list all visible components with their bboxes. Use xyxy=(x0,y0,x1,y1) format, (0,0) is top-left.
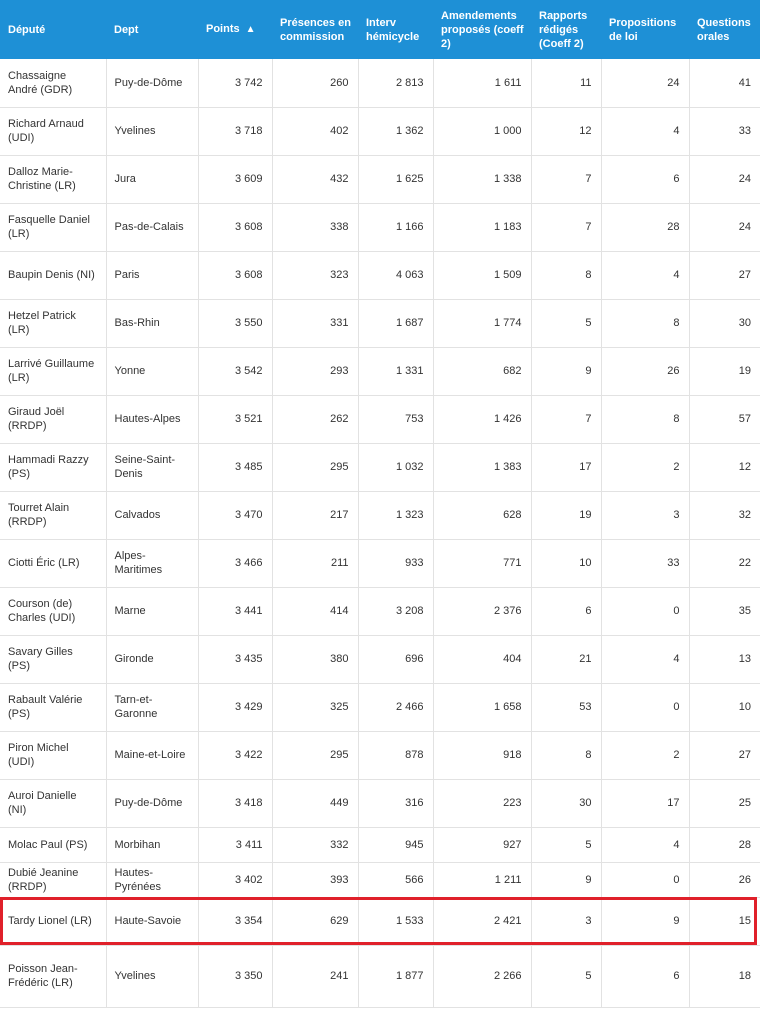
cell-dept: Yvelines xyxy=(106,945,198,1007)
cell-depute: Molac Paul (PS) xyxy=(0,827,106,862)
cell-amendements: 1 509 xyxy=(433,251,531,299)
cell-rapports: 21 xyxy=(531,635,601,683)
cell-dept: Puy-de-Dôme xyxy=(106,59,198,107)
cell-questions: 13 xyxy=(689,635,760,683)
cell-questions: 24 xyxy=(689,203,760,251)
table-row xyxy=(0,683,760,731)
table-row xyxy=(0,862,760,897)
cell-depute: Fasquelle Daniel (LR) xyxy=(0,203,106,251)
cell-amendements: 404 xyxy=(433,635,531,683)
cell-rapports: 3 xyxy=(531,897,601,945)
cell-dept: Tarn-et-Garonne xyxy=(106,683,198,731)
cell-amendements: 223 xyxy=(433,779,531,827)
cell-depute: Piron Michel (UDI) xyxy=(0,731,106,779)
cell-presences: 380 xyxy=(272,635,358,683)
cell-amendements: 628 xyxy=(433,491,531,539)
cell-depute: Baupin Denis (NI) xyxy=(0,251,106,299)
cell-interv: 1 533 xyxy=(358,897,433,945)
cell-dept: Puy-de-Dôme xyxy=(106,779,198,827)
cell-dept: Hautes-Pyrénées xyxy=(106,862,198,897)
column-header-rapports[interactable] xyxy=(531,0,601,59)
cell-presences: 217 xyxy=(272,491,358,539)
table-row xyxy=(0,203,760,251)
cell-depute: Chassaigne André (GDR) xyxy=(0,59,106,107)
table-row xyxy=(0,155,760,203)
header-label: Amendements proposés (coeff 2) xyxy=(441,9,524,50)
column-header-dept[interactable] xyxy=(106,0,198,59)
cell-points: 3 435 xyxy=(198,635,272,683)
cell-propositions: 6 xyxy=(601,155,689,203)
cell-presences: 260 xyxy=(272,59,358,107)
cell-points: 3 470 xyxy=(198,491,272,539)
cell-points: 3 402 xyxy=(198,862,272,897)
cell-rapports: 5 xyxy=(531,827,601,862)
column-header-propositions[interactable] xyxy=(601,0,689,59)
cell-propositions: 2 xyxy=(601,731,689,779)
sort-ascending-icon: ▲ xyxy=(245,24,256,35)
table-row xyxy=(0,587,760,635)
cell-propositions: 4 xyxy=(601,107,689,155)
cell-points: 3 422 xyxy=(198,731,272,779)
cell-points: 3 718 xyxy=(198,107,272,155)
cell-interv: 933 xyxy=(358,539,433,587)
table-row xyxy=(0,779,760,827)
cell-questions: 25 xyxy=(689,779,760,827)
cell-questions: 30 xyxy=(689,299,760,347)
column-header-depute[interactable] xyxy=(0,0,106,59)
table-row xyxy=(0,539,760,587)
cell-rapports: 17 xyxy=(531,443,601,491)
cell-amendements: 2 266 xyxy=(433,945,531,1007)
cell-points: 3 466 xyxy=(198,539,272,587)
cell-questions: 33 xyxy=(689,107,760,155)
cell-questions: 28 xyxy=(689,827,760,862)
cell-interv: 3 208 xyxy=(358,587,433,635)
cell-interv: 696 xyxy=(358,635,433,683)
column-header-interv[interactable] xyxy=(358,0,433,59)
cell-amendements: 2 376 xyxy=(433,587,531,635)
cell-presences: 338 xyxy=(272,203,358,251)
header-label: Rapports rédigés (Coeff 2) xyxy=(539,9,588,50)
cell-questions: 27 xyxy=(689,731,760,779)
cell-propositions: 4 xyxy=(601,827,689,862)
cell-depute: Hammadi Razzy (PS) xyxy=(0,443,106,491)
cell-interv: 1 166 xyxy=(358,203,433,251)
cell-questions: 19 xyxy=(689,347,760,395)
cell-dept: Yvelines xyxy=(106,107,198,155)
cell-rapports: 53 xyxy=(531,683,601,731)
table-row xyxy=(0,945,760,1007)
cell-rapports: 7 xyxy=(531,203,601,251)
cell-amendements: 1 611 xyxy=(433,59,531,107)
table-body xyxy=(0,59,760,1007)
cell-propositions: 0 xyxy=(601,587,689,635)
cell-rapports: 12 xyxy=(531,107,601,155)
cell-points: 3 418 xyxy=(198,779,272,827)
cell-questions: 22 xyxy=(689,539,760,587)
cell-points: 3 550 xyxy=(198,299,272,347)
cell-interv: 2 466 xyxy=(358,683,433,731)
cell-rapports: 9 xyxy=(531,347,601,395)
cell-presences: 325 xyxy=(272,683,358,731)
cell-rapports: 11 xyxy=(531,59,601,107)
table-row xyxy=(0,491,760,539)
cell-dept: Jura xyxy=(106,155,198,203)
cell-amendements: 1 426 xyxy=(433,395,531,443)
cell-amendements: 2 421 xyxy=(433,897,531,945)
cell-presences: 295 xyxy=(272,443,358,491)
cell-presences: 293 xyxy=(272,347,358,395)
cell-propositions: 0 xyxy=(601,862,689,897)
cell-amendements: 1 774 xyxy=(433,299,531,347)
table-row xyxy=(0,635,760,683)
cell-dept: Haute-Savoie xyxy=(106,897,198,945)
cell-depute: Giraud Joël (RRDP) xyxy=(0,395,106,443)
cell-interv: 4 063 xyxy=(358,251,433,299)
cell-rapports: 30 xyxy=(531,779,601,827)
cell-presences: 262 xyxy=(272,395,358,443)
header-label: Propositions de loi xyxy=(609,16,677,43)
cell-propositions: 26 xyxy=(601,347,689,395)
cell-rapports: 5 xyxy=(531,299,601,347)
cell-propositions: 6 xyxy=(601,945,689,1007)
cell-presences: 295 xyxy=(272,731,358,779)
cell-amendements: 682 xyxy=(433,347,531,395)
cell-propositions: 9 xyxy=(601,897,689,945)
table-row xyxy=(0,107,760,155)
cell-rapports: 19 xyxy=(531,491,601,539)
cell-dept: Seine-Saint-Denis xyxy=(106,443,198,491)
cell-rapports: 7 xyxy=(531,155,601,203)
cell-questions: 27 xyxy=(689,251,760,299)
cell-depute: Savary Gilles (PS) xyxy=(0,635,106,683)
cell-propositions: 0 xyxy=(601,683,689,731)
cell-interv: 1 032 xyxy=(358,443,433,491)
header-label: Points xyxy=(206,23,240,35)
cell-propositions: 33 xyxy=(601,539,689,587)
column-header-questions[interactable] xyxy=(689,0,760,59)
cell-interv: 945 xyxy=(358,827,433,862)
header-label: Présences en commission xyxy=(280,16,351,43)
cell-amendements: 1 211 xyxy=(433,862,531,897)
cell-amendements: 1 658 xyxy=(433,683,531,731)
table-row xyxy=(0,827,760,862)
cell-depute: Courson (de) Charles (UDI) xyxy=(0,587,106,635)
cell-interv: 1 331 xyxy=(358,347,433,395)
header-label: Interv hémicycle xyxy=(366,16,420,43)
cell-rapports: 6 xyxy=(531,587,601,635)
cell-dept: Pas-de-Calais xyxy=(106,203,198,251)
cell-interv: 1 625 xyxy=(358,155,433,203)
cell-propositions: 2 xyxy=(601,443,689,491)
cell-dept: Paris xyxy=(106,251,198,299)
cell-presences: 323 xyxy=(272,251,358,299)
cell-interv: 2 813 xyxy=(358,59,433,107)
cell-presences: 432 xyxy=(272,155,358,203)
cell-depute: Larrivé Guillaume (LR) xyxy=(0,347,106,395)
cell-points: 3 485 xyxy=(198,443,272,491)
table-row xyxy=(0,731,760,779)
cell-rapports: 10 xyxy=(531,539,601,587)
cell-propositions: 3 xyxy=(601,491,689,539)
cell-propositions: 4 xyxy=(601,251,689,299)
cell-amendements: 771 xyxy=(433,539,531,587)
cell-depute: Poisson Jean-Frédéric (LR) xyxy=(0,945,106,1007)
cell-questions: 41 xyxy=(689,59,760,107)
header-label: Dept xyxy=(114,23,139,36)
cell-questions: 15 xyxy=(689,897,760,945)
cell-dept: Marne xyxy=(106,587,198,635)
cell-dept: Morbihan xyxy=(106,827,198,862)
table-row xyxy=(0,897,760,945)
cell-questions: 35 xyxy=(689,587,760,635)
cell-presences: 402 xyxy=(272,107,358,155)
cell-dept: Hautes-Alpes xyxy=(106,395,198,443)
cell-dept: Maine-et-Loire xyxy=(106,731,198,779)
cell-questions: 18 xyxy=(689,945,760,1007)
cell-propositions: 4 xyxy=(601,635,689,683)
cell-presences: 241 xyxy=(272,945,358,1007)
cell-points: 3 350 xyxy=(198,945,272,1007)
cell-points: 3 608 xyxy=(198,251,272,299)
cell-presences: 414 xyxy=(272,587,358,635)
cell-depute: Auroi Danielle (NI) xyxy=(0,779,106,827)
cell-interv: 753 xyxy=(358,395,433,443)
cell-propositions: 8 xyxy=(601,299,689,347)
cell-depute: Dalloz Marie-Christine (LR) xyxy=(0,155,106,203)
column-header-presences[interactable] xyxy=(272,0,358,59)
cell-points: 3 609 xyxy=(198,155,272,203)
cell-presences: 211 xyxy=(272,539,358,587)
cell-questions: 12 xyxy=(689,443,760,491)
cell-questions: 10 xyxy=(689,683,760,731)
cell-points: 3 742 xyxy=(198,59,272,107)
table-row xyxy=(0,299,760,347)
cell-amendements: 1 183 xyxy=(433,203,531,251)
cell-amendements: 1 383 xyxy=(433,443,531,491)
cell-points: 3 441 xyxy=(198,587,272,635)
column-header-points[interactable] xyxy=(198,0,272,59)
cell-depute: Ciotti Éric (LR) xyxy=(0,539,106,587)
cell-questions: 24 xyxy=(689,155,760,203)
table-row xyxy=(0,251,760,299)
table-header xyxy=(0,0,760,59)
cell-depute: Hetzel Patrick (LR) xyxy=(0,299,106,347)
cell-rapports: 5 xyxy=(531,945,601,1007)
cell-dept: Alpes-Maritimes xyxy=(106,539,198,587)
cell-questions: 57 xyxy=(689,395,760,443)
cell-presences: 332 xyxy=(272,827,358,862)
cell-rapports: 8 xyxy=(531,251,601,299)
cell-depute: Tardy Lionel (LR) xyxy=(0,897,106,945)
cell-interv: 316 xyxy=(358,779,433,827)
cell-propositions: 24 xyxy=(601,59,689,107)
cell-points: 3 542 xyxy=(198,347,272,395)
cell-amendements: 927 xyxy=(433,827,531,862)
cell-interv: 566 xyxy=(358,862,433,897)
cell-amendements: 1 000 xyxy=(433,107,531,155)
table-row xyxy=(0,443,760,491)
cell-depute: Rabault Valérie (PS) xyxy=(0,683,106,731)
cell-questions: 32 xyxy=(689,491,760,539)
cell-propositions: 28 xyxy=(601,203,689,251)
cell-interv: 1 323 xyxy=(358,491,433,539)
cell-points: 3 429 xyxy=(198,683,272,731)
cell-rapports: 8 xyxy=(531,731,601,779)
cell-dept: Yonne xyxy=(106,347,198,395)
cell-presences: 449 xyxy=(272,779,358,827)
cell-questions: 26 xyxy=(689,862,760,897)
cell-dept: Bas-Rhin xyxy=(106,299,198,347)
cell-points: 3 521 xyxy=(198,395,272,443)
table-row xyxy=(0,59,760,107)
column-header-amendements[interactable] xyxy=(433,0,531,59)
cell-propositions: 17 xyxy=(601,779,689,827)
cell-interv: 1 877 xyxy=(358,945,433,1007)
table-row xyxy=(0,395,760,443)
cell-depute: Dubié Jeanine (RRDP) xyxy=(0,862,106,897)
cell-points: 3 411 xyxy=(198,827,272,862)
cell-interv: 878 xyxy=(358,731,433,779)
cell-interv: 1 362 xyxy=(358,107,433,155)
cell-presences: 393 xyxy=(272,862,358,897)
cell-interv: 1 687 xyxy=(358,299,433,347)
cell-points: 3 354 xyxy=(198,897,272,945)
cell-depute: Tourret Alain (RRDP) xyxy=(0,491,106,539)
cell-rapports: 9 xyxy=(531,862,601,897)
table-row xyxy=(0,347,760,395)
cell-points: 3 608 xyxy=(198,203,272,251)
cell-amendements: 918 xyxy=(433,731,531,779)
cell-rapports: 7 xyxy=(531,395,601,443)
cell-dept: Calvados xyxy=(106,491,198,539)
cell-presences: 629 xyxy=(272,897,358,945)
cell-depute: Richard Arnaud (UDI) xyxy=(0,107,106,155)
header-label: Député xyxy=(8,23,46,36)
cell-presences: 331 xyxy=(272,299,358,347)
header-label: Questions orales xyxy=(697,16,751,43)
cell-propositions: 8 xyxy=(601,395,689,443)
cell-dept: Gironde xyxy=(106,635,198,683)
cell-amendements: 1 338 xyxy=(433,155,531,203)
